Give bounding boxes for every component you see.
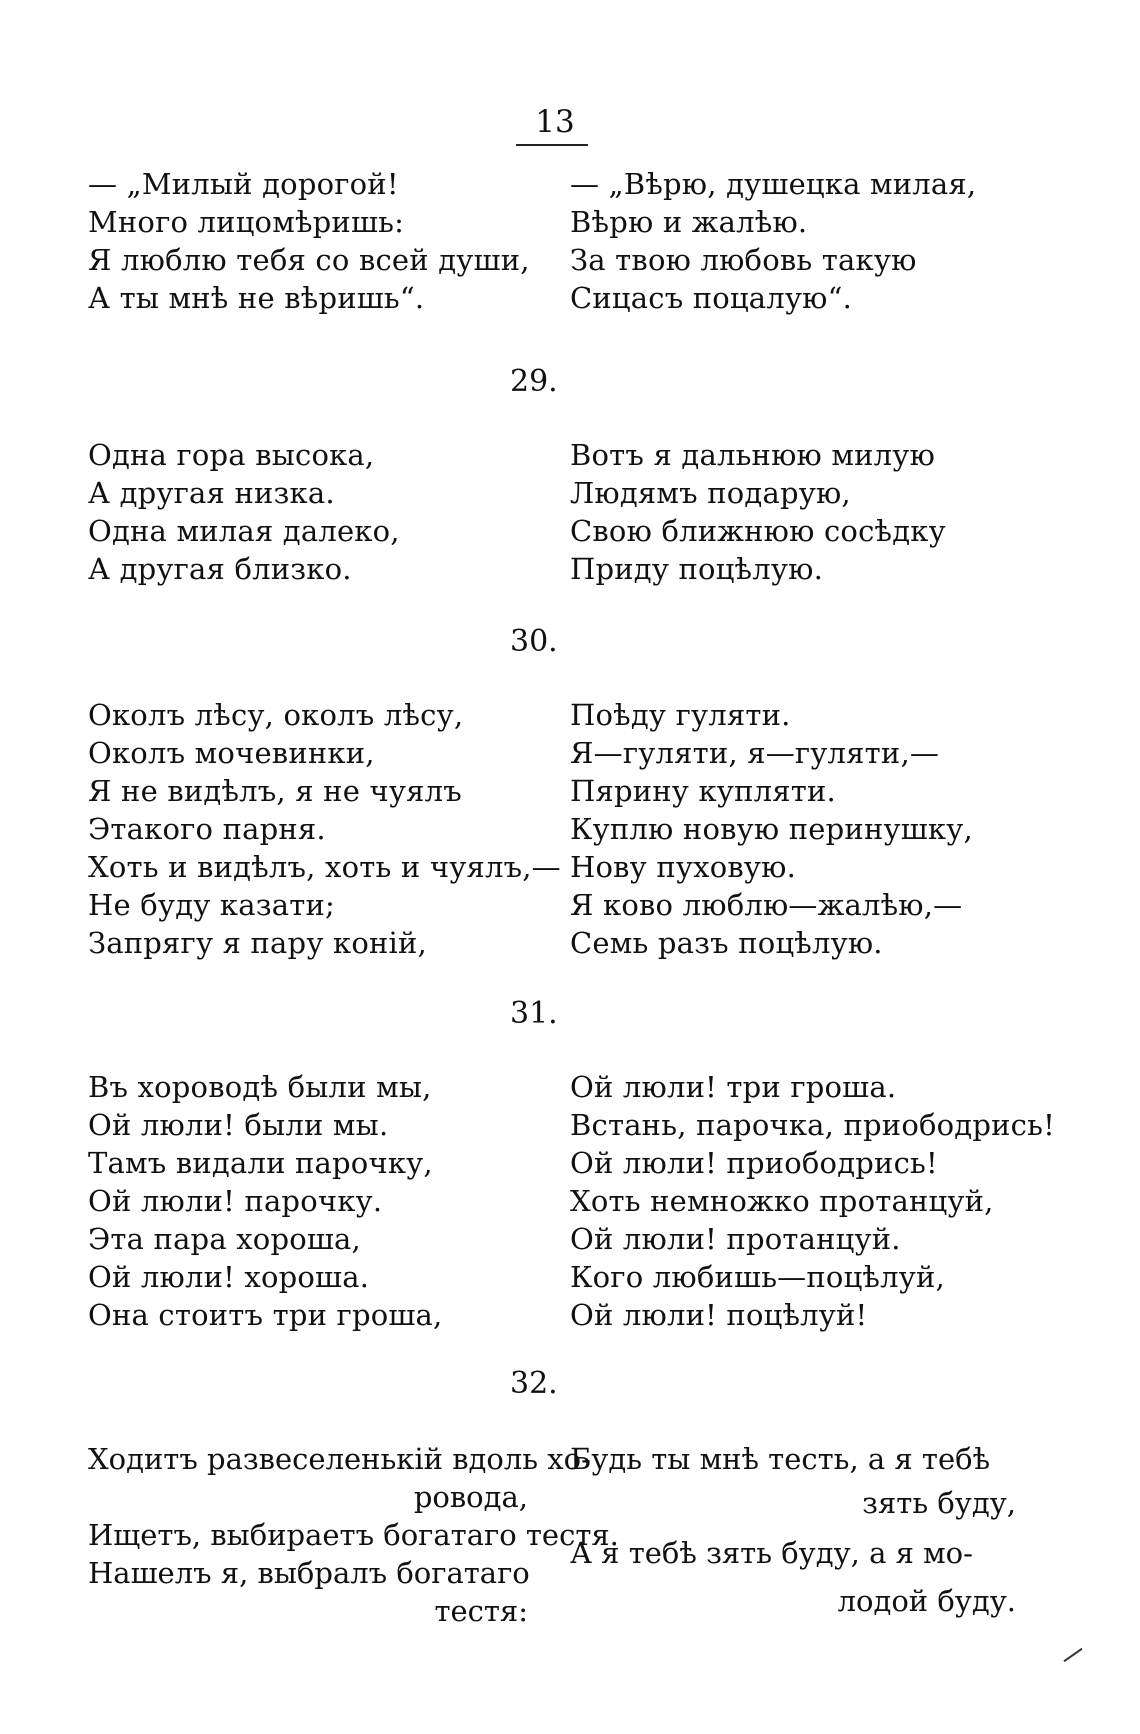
verse-line: Я—гуляти, я—гуляти,—: [570, 736, 940, 770]
page-number: 13: [535, 104, 575, 140]
verse-line: Свою ближнюю сосѣдку: [570, 514, 946, 548]
verse-line: Я люблю тебя со всей души,: [88, 243, 530, 277]
verse-line: Ой люли! приободрись!: [570, 1146, 938, 1180]
song-30-left-column: [88, 696, 561, 962]
verse-line: Хоть немножко протанцуй,: [570, 1184, 994, 1218]
verse-line: Приду поцѣлую.: [570, 552, 823, 586]
verse-line: Поѣду гуляти.: [570, 698, 791, 732]
verse-line: Нову пуховую.: [570, 850, 797, 884]
verse-line: Околъ лѣсу, околъ лѣсу,: [88, 698, 464, 732]
verse-line-continuation: лодой буду.: [837, 1584, 1016, 1618]
verse-line: Я ково люблю—жалѣю,—: [570, 888, 963, 922]
verse-line: Запрягу я пару коній,: [88, 926, 427, 960]
verse-line-continuation: зять буду,: [862, 1486, 1016, 1520]
verse-line: А я тебѣ зять буду, а я мо-: [570, 1536, 973, 1570]
intro-right-column: [570, 165, 1040, 317]
verse-line: Одна гора высока,: [88, 438, 375, 472]
verse-line: Ой люли! парочку.: [88, 1184, 383, 1218]
song-30-right-column: [570, 696, 1040, 962]
song-29-left-column: [88, 436, 528, 588]
song-31-left-column: [88, 1068, 528, 1334]
verse-line: Ой люли! были мы.: [88, 1108, 389, 1142]
verse-line: А ты мнѣ не вѣришь“.: [88, 281, 425, 315]
verse-line: Ой люли! поцѣлуй!: [570, 1298, 868, 1332]
verse-line: Она стоитъ три гроша,: [88, 1298, 443, 1332]
song-number: 31.: [510, 996, 558, 1031]
verse-line: Будь ты мнѣ тесть, а я тебѣ: [570, 1442, 991, 1476]
verse-line: Я не видѣлъ, я не чуялъ: [88, 774, 462, 808]
verse-line: Ой люли! три гроша.: [570, 1070, 897, 1104]
verse-line: Много лицомѣришь:: [88, 205, 405, 239]
song-29-right-column: [570, 436, 1040, 588]
verse-line: Людямъ подарую,: [570, 476, 851, 510]
intro-left-column: [88, 165, 528, 317]
verse-line: Вѣрю и жалѣю.: [570, 205, 808, 239]
song-31-right-column: [570, 1068, 1055, 1334]
verse-line: Сицасъ поцалую“.: [570, 281, 853, 315]
verse-line: Этакого парня.: [88, 812, 326, 846]
verse-line: Одна милая далеко,: [88, 514, 400, 548]
song-number: 30.: [510, 624, 558, 659]
verse-line: Встань, парочка, приободрись!: [570, 1108, 1055, 1142]
page-number-rule: [516, 144, 588, 146]
verse-line: А другая близко.: [88, 552, 352, 586]
song-number: 32.: [510, 1366, 558, 1401]
verse-line: Эта пара хороша,: [88, 1222, 361, 1256]
verse-line: Пярину купляти.: [570, 774, 836, 808]
song-number: 29.: [510, 364, 558, 399]
verse-line: Нашелъ я, выбралъ богатаго: [88, 1556, 530, 1590]
verse-line-continuation: тестя:: [434, 1594, 528, 1628]
verse-line: Тамъ видали парочку,: [88, 1146, 433, 1180]
verse-line: Куплю новую перинушку,: [570, 812, 973, 846]
song-32-left-column: [88, 1440, 619, 1630]
verse-line: Ищетъ, выбираетъ богатаго тестя.: [88, 1518, 619, 1552]
verse-line: Околъ мочевинки,: [88, 736, 375, 770]
verse-line: Вотъ я дальнюю милую: [570, 438, 936, 472]
verse-line: Семь разъ поцѣлую.: [570, 926, 883, 960]
verse-line: Ой люли! протанцуй.: [570, 1222, 901, 1256]
verse-line: Кого любишь—поцѣлуй,: [570, 1260, 945, 1294]
verse-line: Не буду казати;: [88, 888, 335, 922]
verse-line: Въ хороводѣ были мы,: [88, 1070, 432, 1104]
verse-line: За твою любовь такую: [570, 243, 917, 277]
verse-line: Ой люли! хороша.: [88, 1260, 370, 1294]
pen-mark: [1063, 1648, 1082, 1662]
verse-line: Ходитъ развеселенькій вдоль хо-: [88, 1442, 591, 1476]
verse-line: А другая низка.: [88, 476, 335, 510]
verse-line: — „Вѣрю, душецка милая,: [570, 167, 977, 201]
verse-line: — „Милый дорогой!: [88, 167, 399, 201]
verse-line: Хоть и видѣлъ, хоть и чуялъ,—: [88, 850, 561, 884]
verse-line-continuation: ровода,: [413, 1480, 528, 1514]
song-32-right-column: [570, 1440, 1016, 1620]
